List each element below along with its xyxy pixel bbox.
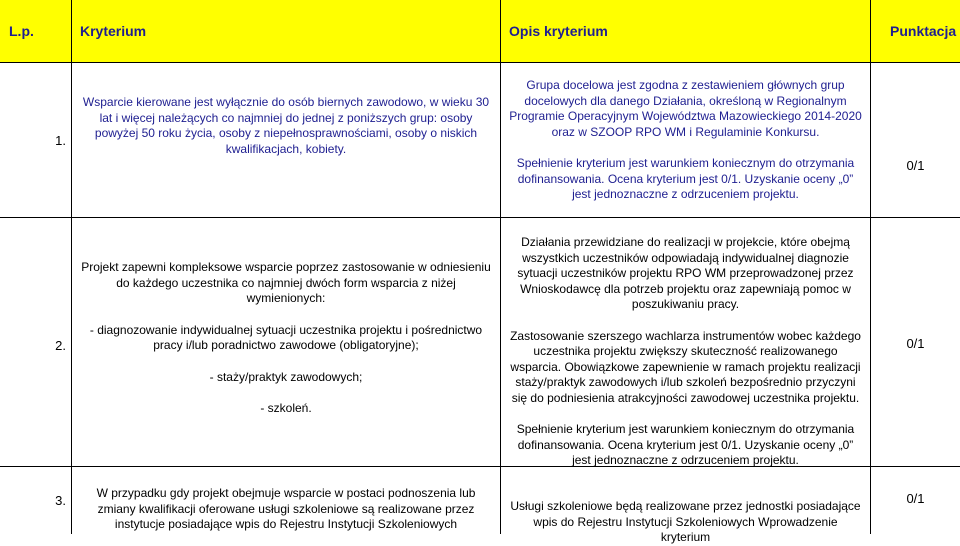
criterion-description bbox=[508, 78, 863, 203]
criterion-item: - diagnozowanie indywidualnej sytuacji uczestnika projektu i pośrednictwo pracy i/lub poradnictwo zawodowe (obligatoryjne); bbox=[89, 322, 483, 352]
row-divider bbox=[0, 217, 960, 218]
column-divider bbox=[71, 0, 72, 534]
score: 0/1 bbox=[906, 158, 925, 173]
criterion-description bbox=[508, 235, 863, 469]
criterion-intro: Projekt zapewni kompleksowe wsparcie poprzez zastosowanie w odniesieniu do każdego uczestnika co najmniej dwóch form wsparcia z niżej wymienionych: bbox=[81, 260, 491, 305]
criterion-item: - szkoleń. bbox=[260, 401, 312, 415]
description-paragraph: Działania przewidziane do realizacji w projekcie, które obejmą wszystkich uczestników odpowiadają indywidualnej diagnozie sytuacji uczestników projektu RPO WM przeprowadzonej przez Wnioskodawcę dla potrzeb projektu oraz zapewniają pomoc w poszukiwaniu pracy. bbox=[517, 235, 854, 311]
header-punktacja: Punktacja bbox=[890, 23, 957, 39]
description-paragraph: Spełnienie kryterium jest warunkiem koniecznym do otrzymania dofinansowania. Ocena kryterium jest 0/1. Uzyskanie oceny „0” jest jednoznaczne z odrzuceniem projektu. bbox=[516, 156, 855, 201]
header-kryterium: Kryterium bbox=[80, 23, 147, 39]
criterion-text bbox=[80, 260, 492, 417]
column-divider bbox=[500, 0, 501, 534]
criterion-item: - staży/praktyk zawodowych; bbox=[209, 369, 363, 384]
row-number: 1. bbox=[55, 133, 66, 148]
description-paragraph: Zastosowanie szerszego wachlarza instrumentów wobec każdego uczestnika projektu zwiększy skuteczność realizowanego wsparcia. Obowiązkowe zapewnienie w ramach projektu realizacji staży/praktyk zawodowych i/lub szkoleń bezpośrednio przyczyni się do podniesienia atrakcyjności zawodowej uczestnika projektu. bbox=[510, 328, 861, 405]
column-divider bbox=[870, 0, 871, 534]
score: 0/1 bbox=[906, 491, 925, 506]
header-opis: Opis kryterium bbox=[509, 23, 608, 39]
criterion-text: Wsparcie kierowane jest wyłącznie do osób biernych zawodowo, w wieku 30 lat i więcej należących co najmniej do jednej z poniższych grup: osoby powyżej 50 roku życia, osoby z niepełnosprawnościami, osoby o niskich kwalifikacjach, kobiety. bbox=[82, 95, 490, 156]
score: 0/1 bbox=[906, 336, 925, 351]
description-paragraph: Grupa docelowa jest zgodna z zestawieniem głównych grup docelowych dla danego Działania, określoną w Regionalnym Programie Operacyjnym Województwa Mazowieckiego 2014-2020 oraz w SZOOP RPO WM i Regulaminie Konkursu. bbox=[509, 78, 862, 139]
description-paragraph: Spełnienie kryterium jest warunkiem koniecznym do otrzymania dofinansowania. Ocena kryterium jest 0/1. Uzyskanie oceny „0” jest jednoznaczne z odrzuceniem projektu. bbox=[516, 422, 855, 467]
row-number: 2. bbox=[55, 338, 66, 353]
header-lp: L.p. bbox=[9, 23, 34, 39]
row-number: 3. bbox=[55, 493, 66, 508]
criterion-description: Usługi szkoleniowe będą realizowane przez jednostki posiadające wpis do Rejestru Instytucji Szkoleniowych Wprowadzenie kryterium bbox=[510, 499, 861, 544]
criterion-text: W przypadku gdy projekt obejmuje wsparcie w postaci podnoszenia lub zmiany kwalifikacji oferowane usługi szkoleniowe są realizowane przez instytucje posiadające wpis do Rejestru Instytucji Szkoleniowych bbox=[96, 486, 476, 531]
table-header bbox=[0, 0, 960, 63]
